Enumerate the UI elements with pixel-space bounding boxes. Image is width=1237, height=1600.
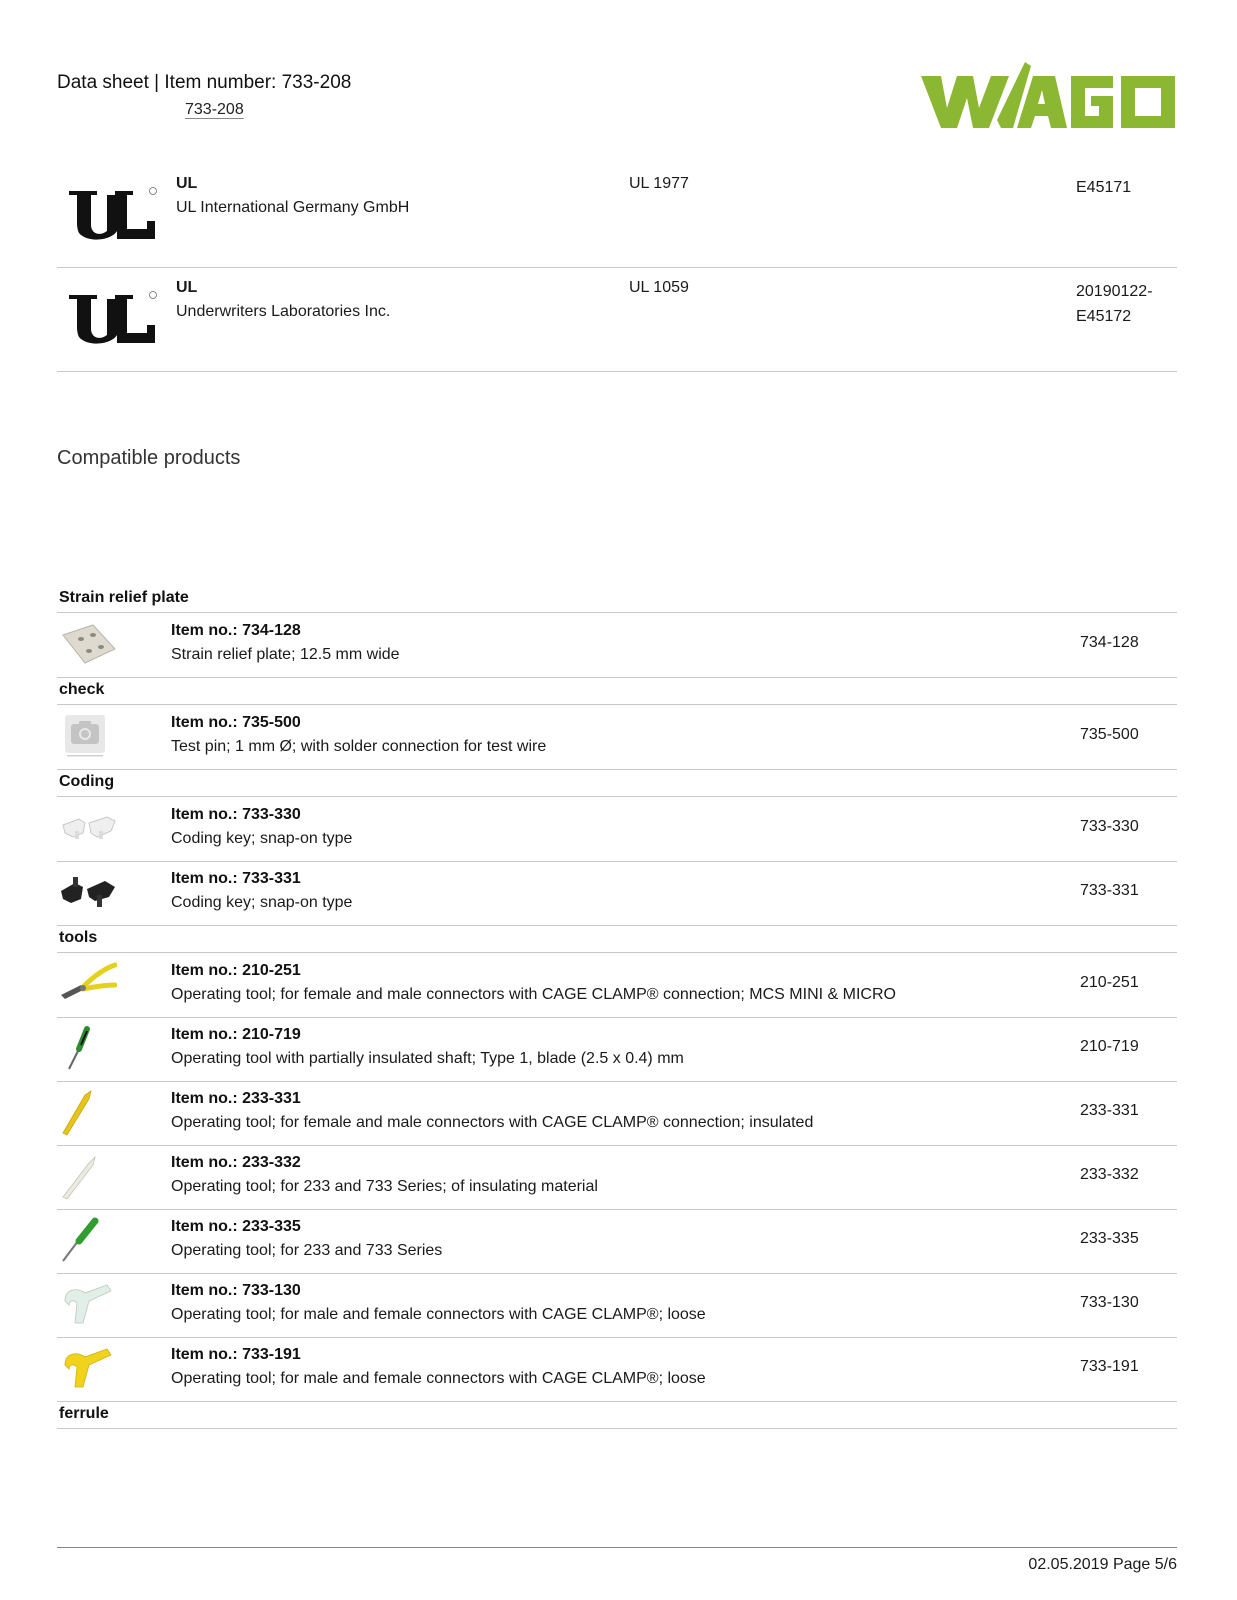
product-row[interactable] bbox=[57, 705, 1177, 770]
category-label: ferrule bbox=[59, 1405, 109, 1422]
product-description: Coding key; snap-on type bbox=[171, 830, 353, 847]
item-number-link[interactable]: 733-208 bbox=[185, 101, 244, 118]
product-item-number: Item no.: 233-331 bbox=[171, 1090, 301, 1107]
product-item-number: Item no.: 733-130 bbox=[171, 1282, 301, 1299]
yellow-tool-icon bbox=[59, 1087, 117, 1137]
product-description: Operating tool; for female and male connectors with CAGE CLAMP® connection; MCS MINI & MICRO bbox=[171, 986, 896, 1003]
coding-key-black-icon bbox=[59, 867, 117, 917]
product-code-link[interactable]: 210-251 bbox=[1080, 974, 1139, 991]
product-item-number: Item no.: 733-331 bbox=[171, 870, 301, 887]
ul-mark-icon bbox=[67, 185, 159, 243]
product-description: Operating tool; for male and female connectors with CAGE CLAMP®; loose bbox=[171, 1370, 706, 1387]
product-code-link[interactable]: 210-719 bbox=[1080, 1038, 1139, 1055]
category-label: Strain relief plate bbox=[59, 589, 189, 606]
product-description: Operating tool; for female and male connectors with CAGE CLAMP® connection; insulated bbox=[171, 1114, 814, 1131]
cert-organization: UL International Germany GmbH bbox=[176, 199, 410, 216]
product-item-number: Item no.: 233-332 bbox=[171, 1154, 301, 1171]
section-title: Compatible products bbox=[57, 447, 241, 469]
product-item-number: Item no.: 733-330 bbox=[171, 806, 301, 823]
product-code-link[interactable]: 233-335 bbox=[1080, 1230, 1139, 1247]
product-row[interactable] bbox=[57, 861, 1177, 926]
yellow-hook-tool-icon bbox=[59, 1343, 117, 1393]
category-label: check bbox=[59, 681, 105, 698]
product-row[interactable] bbox=[57, 1273, 1177, 1338]
product-description: Operating tool; for 233 and 733 Series bbox=[171, 1242, 443, 1259]
cert-number: E45171 bbox=[1076, 179, 1132, 196]
product-description: Operating tool; for male and female connectors with CAGE CLAMP®; loose bbox=[171, 1306, 706, 1323]
pliers-icon bbox=[59, 959, 117, 1009]
product-code-link[interactable]: 733-191 bbox=[1080, 1358, 1139, 1375]
product-code-link[interactable]: 734-128 bbox=[1080, 634, 1139, 651]
category-label: tools bbox=[59, 929, 98, 946]
certificate-row bbox=[57, 163, 1177, 268]
camera-placeholder-icon bbox=[59, 711, 117, 761]
product-code-link[interactable]: 733-330 bbox=[1080, 818, 1139, 835]
category-header bbox=[57, 585, 1177, 613]
product-row[interactable] bbox=[57, 613, 1177, 678]
footer-date-page: 02.05.2019 Page 5/6 bbox=[1028, 1556, 1177, 1573]
cert-name: UL bbox=[176, 279, 198, 296]
product-code-link[interactable]: 233-332 bbox=[1080, 1166, 1139, 1183]
product-code-link[interactable]: 733-130 bbox=[1080, 1294, 1139, 1311]
cert-name: UL bbox=[176, 175, 198, 192]
coding-key-white-icon bbox=[59, 803, 117, 853]
cert-standard: UL 1059 bbox=[629, 279, 689, 296]
product-description: Operating tool with partially insulated shaft; Type 1, blade (2.5 x 0.4) mm bbox=[171, 1050, 684, 1067]
product-item-number: Item no.: 734-128 bbox=[171, 622, 301, 639]
product-item-number: Item no.: 210-251 bbox=[171, 962, 301, 979]
category-header bbox=[57, 1401, 1177, 1429]
product-row[interactable] bbox=[57, 1337, 1177, 1402]
screwdriver-icon bbox=[59, 1023, 117, 1073]
wago-logo bbox=[921, 58, 1177, 144]
product-item-number: Item no.: 210-719 bbox=[171, 1026, 301, 1043]
product-item-number: Item no.: 733-191 bbox=[171, 1346, 301, 1363]
product-row[interactable] bbox=[57, 797, 1177, 862]
page-title: Data sheet | Item number: 733-208 bbox=[57, 72, 352, 93]
product-code-link[interactable]: 233-331 bbox=[1080, 1102, 1139, 1119]
product-row[interactable] bbox=[57, 1081, 1177, 1146]
category-header bbox=[57, 769, 1177, 797]
green-tool-icon bbox=[59, 1215, 117, 1265]
category-header bbox=[57, 925, 1177, 953]
white-hook-tool-icon bbox=[59, 1279, 117, 1329]
product-code-link[interactable]: 733-331 bbox=[1080, 882, 1139, 899]
certificate-row bbox=[57, 267, 1177, 372]
footer-divider bbox=[57, 1547, 1177, 1548]
product-item-number: Item no.: 233-335 bbox=[171, 1218, 301, 1235]
product-row[interactable] bbox=[57, 1017, 1177, 1082]
product-description: Test pin; 1 mm Ø; with solder connection for test wire bbox=[171, 738, 547, 755]
category-header bbox=[57, 677, 1177, 705]
category-label: Coding bbox=[59, 773, 115, 790]
ul-mark-icon bbox=[67, 289, 159, 347]
product-row[interactable] bbox=[57, 1145, 1177, 1210]
product-row[interactable] bbox=[57, 1209, 1177, 1274]
cert-number: 20190122-E45172 bbox=[1076, 283, 1153, 325]
product-item-number: Item no.: 735-500 bbox=[171, 714, 301, 731]
product-code-link[interactable]: 735-500 bbox=[1080, 726, 1139, 743]
product-description: Operating tool; for 233 and 733 Series; of insulating material bbox=[171, 1178, 598, 1195]
product-description: Strain relief plate; 12.5 mm wide bbox=[171, 646, 400, 663]
cert-organization: Underwriters Laboratories Inc. bbox=[176, 303, 391, 320]
cert-standard: UL 1977 bbox=[629, 175, 689, 192]
white-tool-icon bbox=[59, 1151, 117, 1201]
product-description: Coding key; snap-on type bbox=[171, 894, 353, 911]
strain-relief-plate-icon bbox=[59, 619, 117, 669]
product-row[interactable] bbox=[57, 953, 1177, 1018]
